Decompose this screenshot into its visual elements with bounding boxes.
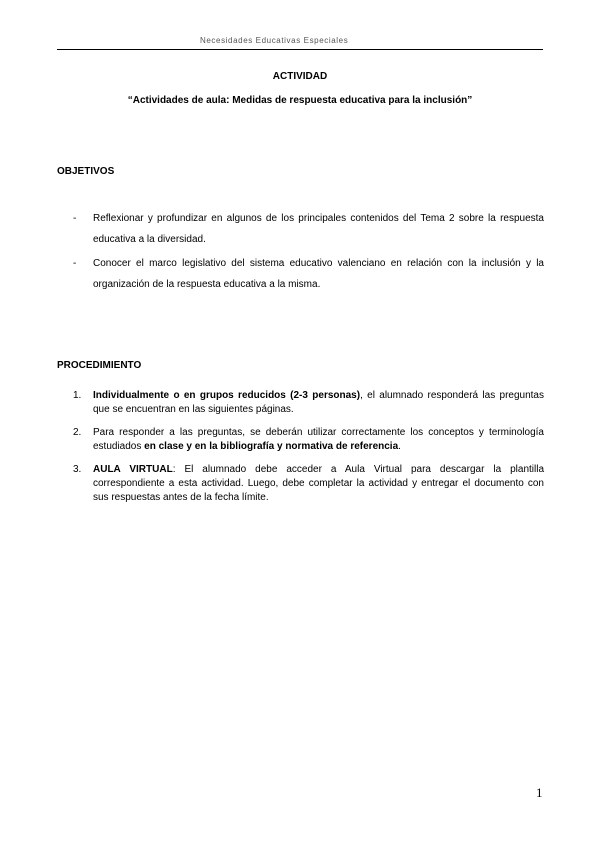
item-number: 1. bbox=[73, 390, 82, 401]
procedure-text: . bbox=[398, 441, 401, 452]
item-number: 2. bbox=[73, 427, 82, 438]
procedure-text: , el alumnado responderá las preguntas que se encuentran en las siguientes páginas. bbox=[93, 390, 544, 415]
item-number: 3. bbox=[73, 464, 82, 475]
page-header bbox=[57, 36, 543, 50]
objectives-list bbox=[73, 208, 544, 298]
procedure-item bbox=[73, 389, 544, 417]
bullet-dash: - bbox=[73, 258, 77, 269]
objectives-heading: OBJETIVOS bbox=[57, 166, 115, 177]
objective-text: Reflexionar y profundizar en algunos de los principales contenidos del Tema 2 sobre la respuesta educativa a la diversidad. bbox=[93, 213, 544, 245]
page-number: 1 bbox=[536, 785, 543, 800]
procedure-text: : El alumnado debe acceder a Aula Virtual para descargar la plantilla correspondiente a esta actividad. Luego, debe completar la actividad y entregar el documento con sus respuestas antes de la fecha límite. bbox=[93, 464, 545, 503]
procedure-emphasis: Individualmente o en grupos reducidos (2-3 personas) bbox=[93, 390, 361, 401]
running-title: Necesidades Educativas Especiales bbox=[200, 36, 349, 45]
activity-title: “Actividades de aula: Medidas de respuesta educativa para la inclusión” bbox=[127, 95, 473, 106]
procedure-list bbox=[73, 389, 544, 514]
procedure-emphasis: en clase y en la bibliografía y normativa de referencia bbox=[141, 441, 399, 452]
objective-item bbox=[73, 208, 544, 250]
procedure-item bbox=[73, 463, 544, 505]
activity-label: ACTIVIDAD bbox=[272, 71, 328, 82]
objective-item bbox=[73, 253, 544, 295]
objective-text: Conocer el marco legislativo del sistema educativo valenciano en relación con la inclusión y la organización de la respuesta educativa a la misma. bbox=[93, 258, 544, 290]
procedure-emphasis: AULA VIRTUAL bbox=[93, 464, 173, 475]
bullet-dash: - bbox=[73, 213, 77, 224]
procedure-item bbox=[73, 426, 544, 454]
procedure-heading: PROCEDIMIENTO bbox=[57, 360, 142, 371]
procedure-text: Para responder a las preguntas, se deberán utilizar correctamente los conceptos y terminología estudiados bbox=[93, 427, 544, 452]
